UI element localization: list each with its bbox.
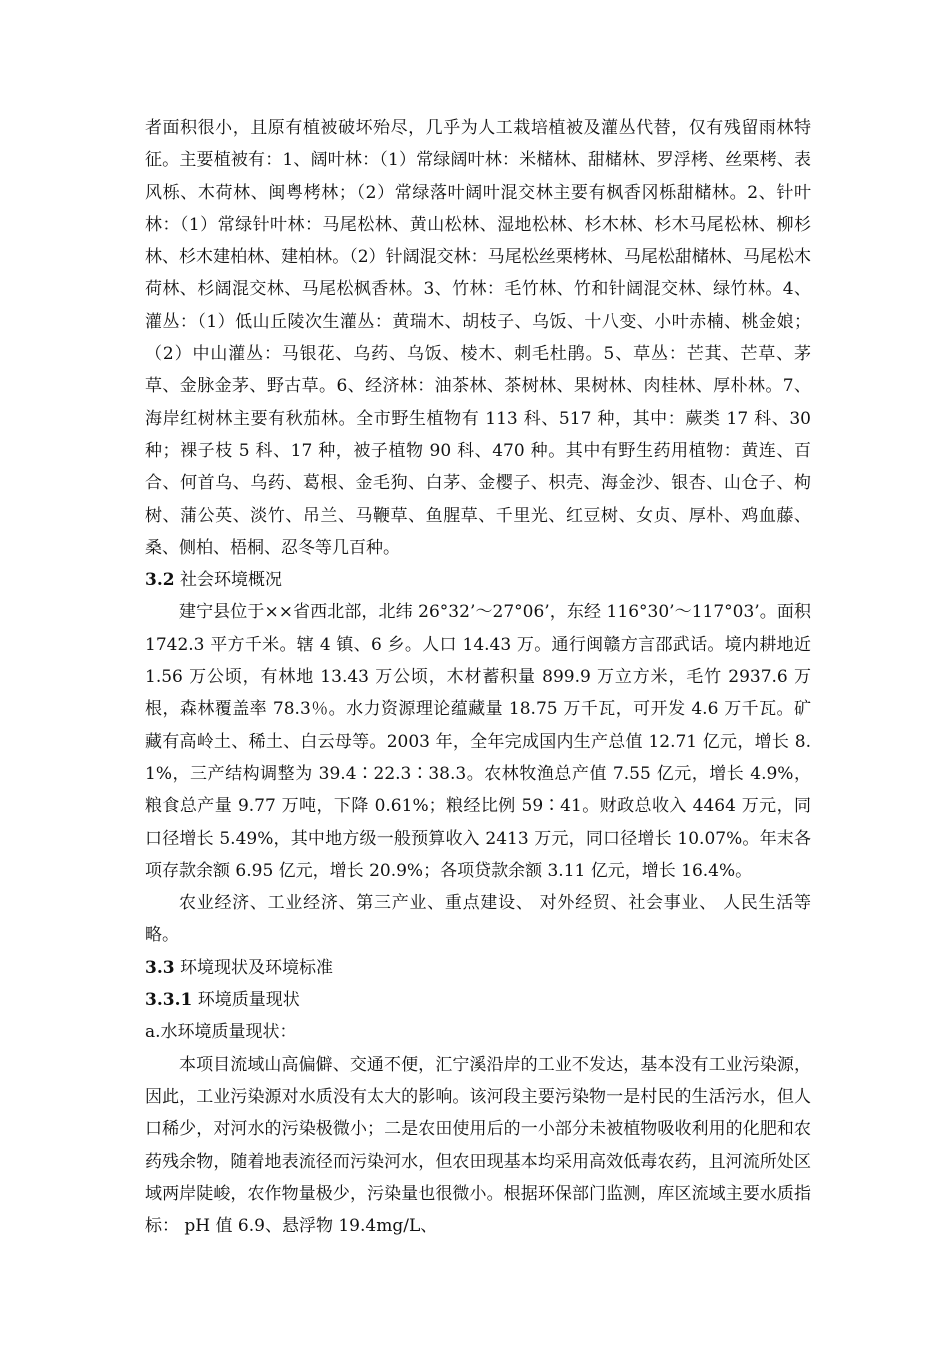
section-number: 3.3.1 bbox=[145, 990, 193, 1011]
section-number: 3.3 bbox=[145, 957, 175, 978]
water-quality-label: a.水环境质量现状： bbox=[145, 1022, 297, 1043]
section-title: 环境现状及环境标准 bbox=[174, 957, 333, 978]
document-page bbox=[145, 112, 811, 1242]
section-heading-3-3-1 bbox=[145, 984, 811, 1016]
vegetation-paragraph: 者面积很小，且原有植被破坏殆尽，几乎为人工栽培植被及灌丛代替，仅有残留雨林特征。主要植被有：1、阔叶林：（1）常绿阔叶林：米槠林、甜槠林、罗浮栲、丝栗栲、表风栎、木荷林、闽粤栲林；（2）常绿落叶阔叶混交林主要有枫香冈栎甜槠林。2、针叶林：（1）常绿针叶林：马尾松林、黄山松林、湿地松林、杉木林、杉木马尾松林、柳杉林、杉木建柏林、建柏林。（2）针阔混交林：马尾松丝栗栲林、马尾松甜槠林、马尾松木荷林、杉阔混交林、马尾松枫香林。3、竹林：毛竹林、竹和针阔混交林、绿竹林。4、灌丛：（1）低山丘陵次生灌丛：黄瑞木、胡枝子、乌饭、十八变、小叶赤楠、桃金娘；（2）中山灌丛：马银花、乌药、乌饭、棱木、刺毛杜鹃。5、草丛：芒萁、芒草、茅草、金脉金茅、野古草。6、经济林：油茶林、茶树林、果树林、肉桂林、厚朴林。7、海岸红树林主要有秋茄林。全市野生植物有 113 科、517 种，其中：蕨类 17 科、30 种；裸子枝 5 科、17 种，被子植物 90 科、470 种。其中有野生药用植物：黄连、百合、何首乌、乌药、葛根、金毛狗、白茅、金樱子、枳壳、海金沙、银杏、山仓子、枸树、蒲公英、淡竹、吊兰、马鞭草、鱼腥草、千里光、红豆树、女贞、厚朴、鸡血藤、桑、侧柏、梧桐、忍冬等几百种。 bbox=[145, 118, 811, 558]
section-title: 环境质量现状 bbox=[192, 990, 300, 1011]
section-heading-3-3 bbox=[145, 952, 811, 984]
social-environment-paragraph: 建宁县位于××省西北部，北纬 26°32’～27°06’，东经 116°30’～117°03’。面积 1742.3 平方千米。辖 4 镇、6 乡。人口 14.43 万。通行闽赣方言邵武话。境内耕地近 1.56 万公顷，有林地 13.43 万公顷，木材蓄积量 899.9 万立方米，毛竹 2937.6 万根，森林覆盖率 78.3％。水力资源理论蕴藏量 18.75 万千瓦，可开发 4.6 万千瓦。矿藏有高岭土、稀土、白云母等。2003 年，全年完成国内生产总值 12.71 亿元，增长 8.1%，三产结构调整为 39.4∶22.3∶38.3。农林牧渔总产值 7.55 亿元，增长 4.9%，粮食总产量 9.77 万吨，下降 0.61%；粮经比例 59∶41。财政总收入 4464 万元，同口径增长 5.49%，其中地方级一般预算收入 2413 万元，同口径增长 10.07%。年末各项存款余额 6.95 亿元，增长 20.9%；各项贷款余额 3.11 亿元，增长 16.4%。 bbox=[145, 602, 811, 881]
omitted-topics-paragraph: 农业经济、工业经济、第三产业、重点建设、 对外经贸、社会事业、 人民生活等略。 bbox=[145, 893, 811, 946]
section-number: 3.2 bbox=[145, 570, 175, 591]
water-quality-paragraph: 本项目流域山高偏僻、交通不便，汇宁溪沿岸的工业不发达，基本没有工业污染源，因此，工业污染源对水质没有太大的影响。该河段主要污染物一是村民的生活污水，但人口稀少，对河水的污染极微小；二是农田使用后的一小部分未被植物吸收利用的化肥和农药残余物，随着地表流径而污染河水，但农田现基本均采用高效低毒农药，且河流所处区域两岸陡峻，农作物量极少，污染量也很微小。根据环保部门监测，库区流域主要水质指标： pH 值 6.9、悬浮物 19.4mg/L、 bbox=[145, 1054, 811, 1237]
section-title: 社会环境概况 bbox=[174, 570, 282, 591]
section-heading-3-2 bbox=[145, 564, 811, 596]
